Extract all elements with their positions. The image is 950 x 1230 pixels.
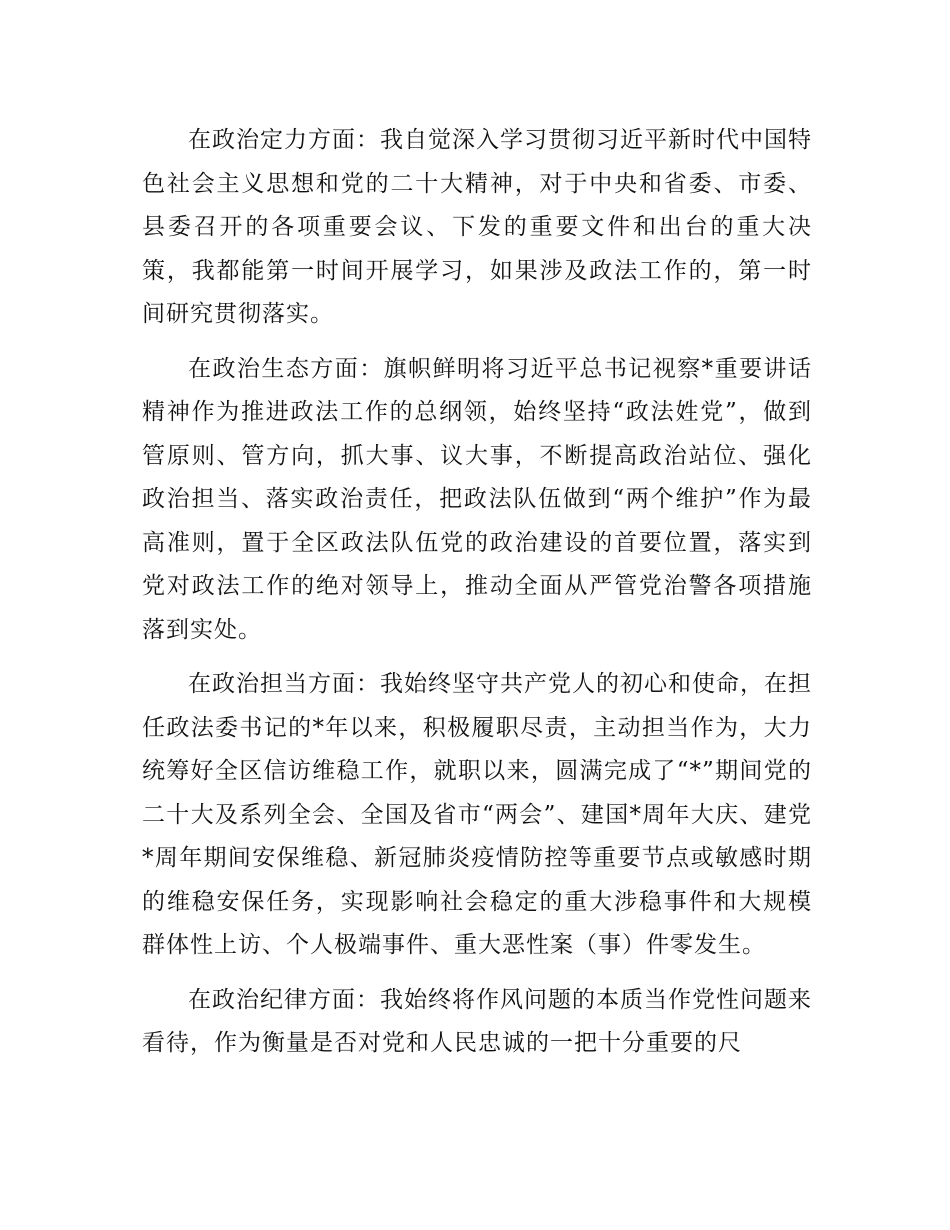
paragraph-political-responsibility: 在政治担当方面：我始终坚守共产党人的初心和使命，在担任政法委书记的*年以来，积极履职尽责，主动担当作为，大力统筹好全区信访维稳工作，就职以来，圆满完成了“*”期间党的二十大及系列全会、全国及省市“两会”、建国*周年大庆、建党*周年期间安保维稳、新冠肺炎疫情防控等重要节点或敏感时期的维稳安保任务，实现影响社会稳定的重大涉稳事件和大规模群体性上访、个人极端事件、重大恶性案（事）件零发生。 (142, 671, 812, 958)
paragraph-political-ecology: 在政治生态方面：旗帜鲜明将习近平总书记视察*重要讲话精神作为推进政法工作的总纲领，始终坚持“政法姓党”，做到管原则、管方向，抓大事、议大事，不断提高政治站位、强化政治担当、落实政治责任，把政法队伍做到“两个维护”作为最高准则，置于全区政法队伍党的政治建设的首要位置，落实到党对政法工作的绝对领导上，推动全面从严管党治警各项措施落到实处。 (142, 355, 812, 643)
paragraph-political-resolve: 在政治定力方面：我自觉深入学习贯彻习近平新时代中国特色社会主义思想和党的二十大精神，对于中央和省委、市委、县委召开的各项重要会议、下发的重要文件和出台的重大决策，我都能第一时间开展学习，如果涉及政法工作的，第一时间研究贯彻落实。 (142, 127, 812, 327)
document-body (142, 119, 812, 1077)
paragraph-political-discipline: 在政治纪律方面：我始终将作风问题的本质当作党性问题来看待，作为衡量是否对党和人民忠诚的一把十分重要的尺 (142, 986, 812, 1056)
